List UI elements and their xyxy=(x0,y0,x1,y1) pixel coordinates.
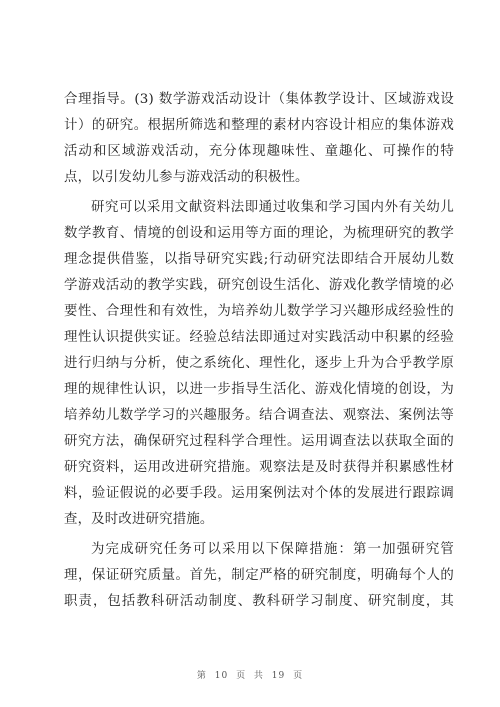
text-line: 理的规律性认识，以进一步指导生活化、游戏化情境的创设，为 xyxy=(64,382,454,397)
text-line: 研究方法，确保研究过程科学合理性。运用调查法以获取全面的 xyxy=(64,434,454,449)
text-line: 学游戏活动的教学实践，研究创设生活化、游戏化教学情境的必 xyxy=(64,278,454,293)
text-line: 活动和区域游戏活动，充分体现趣味性、童趣化、可操作的特 xyxy=(64,144,454,159)
text-line: 职责，包括教科研活动制度、教科研学习制度、研究制度，其 xyxy=(64,594,454,609)
text-line: 理念提供借鉴，以指导研究实践;行动研究法即结合开展幼儿数 xyxy=(64,252,454,267)
text-line: 理，保证研究质量。首先，制定严格的研究制度，明确每个人的 xyxy=(64,568,454,583)
paragraph xyxy=(64,87,454,191)
text-line: 料，验证假说的必要手段。运用案例法对个体的发展进行跟踪调 xyxy=(64,486,454,501)
document-body xyxy=(64,87,454,615)
text-line: 查，及时改进研究措施。 xyxy=(64,512,214,527)
page-number-footer: 第 10 页 共 19 页 xyxy=(196,671,304,681)
text-line: 合理指导。(3) 数学游戏活动设计（集体教学设计、区域游戏设 xyxy=(64,92,454,107)
text-line: 研究可以采用文献资料法即通过收集和学习国内外有关幼儿 xyxy=(91,200,454,215)
text-line: 点，以引发幼儿参与游戏活动的积极性。 xyxy=(64,170,309,185)
text-line: 要性、合理性和有效性，为培养幼儿数学学习兴趣形成经验性的 xyxy=(64,304,454,319)
text-line: 进行归纳与分析，使之系统化、理性化，逐步上升为合乎教学原 xyxy=(64,356,454,371)
text-line: 数学教育、情境的创设和运用等方面的理论，为梳理研究的教学 xyxy=(64,226,454,241)
text-line: 研究资料，运用改进研究措施。观察法是及时获得并积累感性材 xyxy=(64,460,454,475)
paragraph xyxy=(64,195,454,533)
text-line: 培养幼儿数学学习的兴趣服务。结合调查法、观察法、案例法等 xyxy=(64,408,454,423)
text-line: 理性认识提供实证。经验总结法即通过对实践活动中积累的经验 xyxy=(64,330,454,345)
text-line: 为完成研究任务可以采用以下保障措施：第一加强研究管 xyxy=(91,542,454,557)
text-line: 计）的研究。根据所筛选和整理的素材内容设计相应的集体游戏 xyxy=(64,118,454,133)
paragraph xyxy=(64,537,454,615)
